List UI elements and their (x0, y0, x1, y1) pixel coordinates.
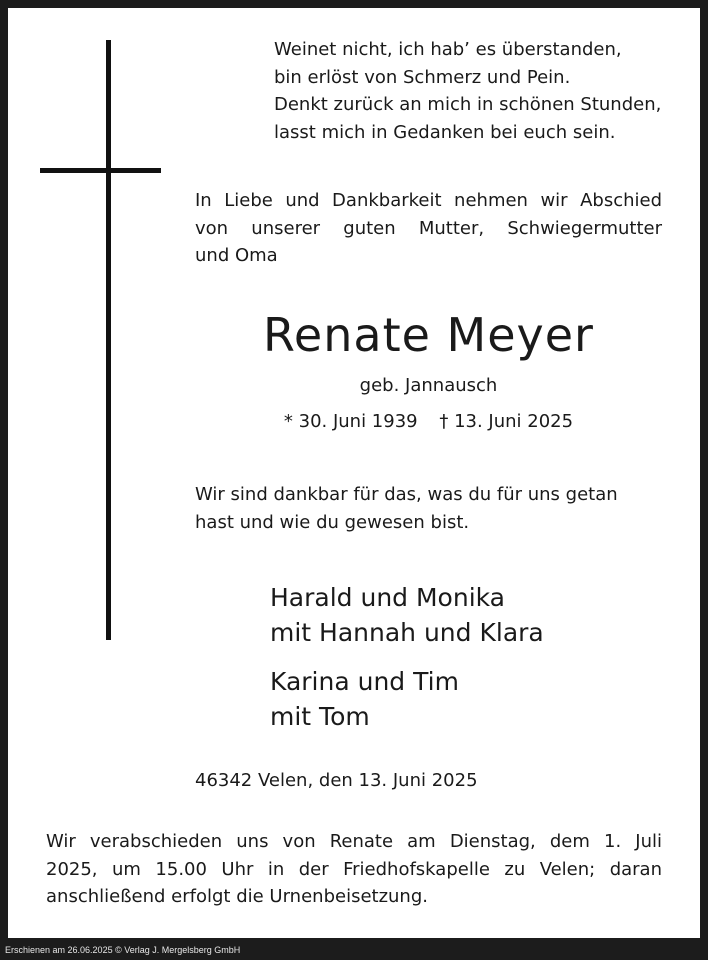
thanks-line: hast und wie du gewesen bist. (195, 511, 470, 533)
poem-line: Weinet nicht, ich hab’ es überstanden, (274, 39, 622, 60)
family-line: mit Hannah und Klara (270, 618, 544, 647)
cross-horizontal-bar (40, 168, 161, 173)
obituary-card (8, 8, 700, 938)
family-line: Karina und Tim (270, 667, 459, 696)
life-dates (195, 411, 662, 432)
place-date: 46342 Velen, den 13. Juni 2025 (195, 770, 478, 791)
birth-name: geb. Jannausch (359, 375, 498, 396)
family-line: Harald und Monika (270, 583, 505, 612)
intro-line: von unserer guten Mutter, Schwiegermutter (195, 217, 662, 239)
notice-line: anschließend erfolgt die Urnenbeisetzung. (46, 886, 428, 907)
notice-line: Wir verabschieden uns von Renate am Dienstag, dem 1. Juli (46, 831, 662, 852)
intro-line: In Liebe und Dankbarkeit nehmen wir Abschied (195, 190, 662, 211)
family-line: mit Tom (270, 702, 370, 731)
publication-footer: Erschienen am 26.06.2025 © Verlag J. Mergelsberg GmbH (5, 945, 241, 955)
poem-line: bin erlöst von Schmerz und Pein. (274, 66, 571, 88)
funeral-notice (46, 828, 662, 911)
thanks-line: Wir sind dankbar für das, was du für uns getan (195, 484, 618, 505)
birth-date: * 30. Juni 1939 (283, 411, 418, 432)
poem-line: lasst mich in Gedanken bei euch sein. (274, 121, 616, 143)
poem (274, 36, 661, 146)
thanks-text (195, 481, 618, 536)
deceased-name: Renate Meyer (263, 308, 594, 362)
family-group (270, 664, 459, 734)
death-date: † 13. Juni 2025 (439, 411, 574, 432)
notice-line: 2025, um 15.00 Uhr in der Friedhofskapelle zu Velen; daran (46, 858, 662, 880)
intro-line: und Oma (195, 245, 278, 266)
poem-line: Denkt zurück an mich in schönen Stunden, (274, 94, 662, 115)
cross-vertical-bar (106, 40, 111, 640)
intro-text (195, 187, 662, 270)
family-group (270, 580, 544, 650)
